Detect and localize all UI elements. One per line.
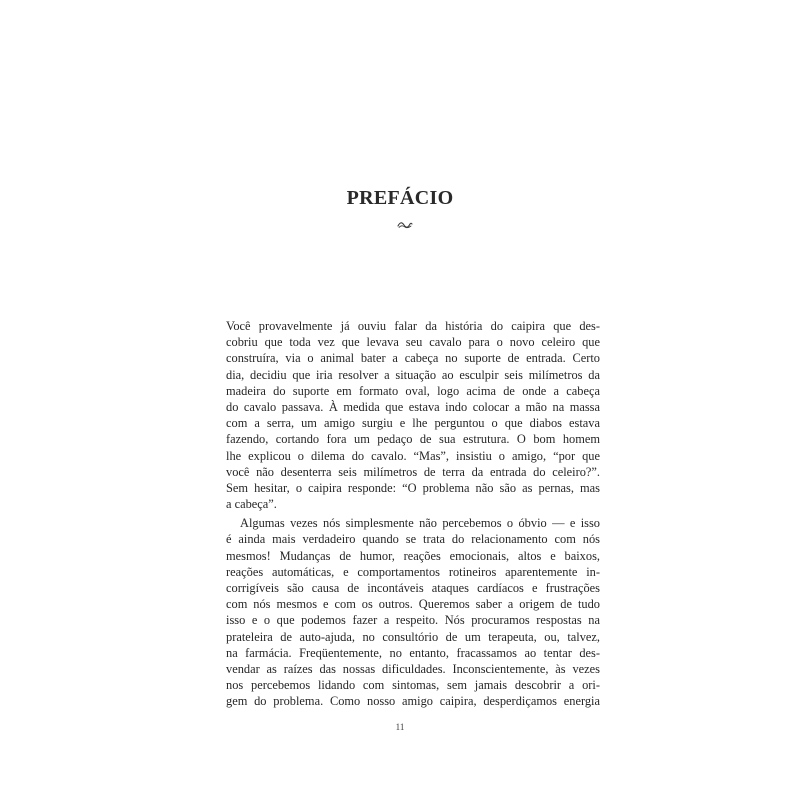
text-line: do cavalo passava. À medida que estava indo colocar a mão na massa	[226, 399, 600, 414]
paragraph-2	[226, 515, 600, 709]
text-line: Algumas vezes nós simplesmente não percebemos o óbvio — e isso	[240, 516, 600, 531]
text-line: reações automáticas, e comportamentos rotineiros aparentemente in-	[226, 564, 600, 579]
text-line: com a serra, um amigo surgiu e lhe perguntou o que diabos estava	[226, 416, 600, 431]
text-line: mesmos! Mudanças de humor, reações emocionais, altos e baixos,	[226, 548, 600, 563]
text-line: a cabeça”.	[226, 497, 277, 512]
text-line: com nós mesmos e com os outros. Queremos saber a origem de tudo	[226, 597, 600, 612]
text-line: fazendo, cortando fora um pedaço de sua estrutura. O bom homem	[226, 432, 600, 447]
text-line: cobriu que toda vez que levava seu cavalo para o novo celeiro que	[226, 335, 600, 350]
page-number: 11	[395, 722, 405, 732]
text-line: Sem hesitar, o caipira responde: “O problema não são as pernas, mas	[226, 480, 600, 495]
text-line: madeira do suporte em formato oval, logo acima de onde a cabeça	[226, 383, 600, 398]
text-line: na farmácia. Freqüentemente, no entanto, fracassamos ao tentar des-	[226, 645, 600, 660]
text-line: gem do problema. Como nosso amigo caipira, desperdiçamos energia	[226, 694, 600, 709]
text-line: vendar as raízes das nossas dificuldades. Inconscientemente, às vezes	[226, 661, 600, 676]
swash-ornament-icon	[397, 220, 413, 230]
text-line: você não desenterra seis milímetros de terra da entrada do celeiro?”.	[226, 464, 600, 479]
text-line: dia, decidiu que iria resolver a situação ao esculpir seis milímetros da	[226, 367, 600, 382]
text-line: construíra, via o animal bater a cabeça no suporte de entrada. Certo	[226, 351, 600, 366]
text-line: corrigíveis são causa de incontáveis ataques cardíacos e frustrações	[226, 581, 600, 595]
text-line: é ainda mais verdadeiro quando se trata do relacionamento com nós	[226, 532, 600, 547]
text-line: isso e o que podemos fazer a respeito. Nós procuramos respostas na	[226, 613, 600, 628]
text-line: prateleira de auto-ajuda, no consultório de um terapeuta, ou, talvez,	[226, 629, 600, 644]
text-line: nos percebemos lidando com sintomas, sem jamais descobrir a ori-	[226, 678, 600, 693]
body-text	[226, 318, 600, 710]
text-line: Você provavelmente já ouviu falar da história do caipira que des-	[226, 319, 600, 333]
chapter-title: PREFÁCIO	[346, 187, 454, 209]
text-line: lhe explicou o dilema do cavalo. “Mas”, insistiu o amigo, “por que	[226, 448, 600, 463]
paragraph-1	[226, 318, 600, 512]
